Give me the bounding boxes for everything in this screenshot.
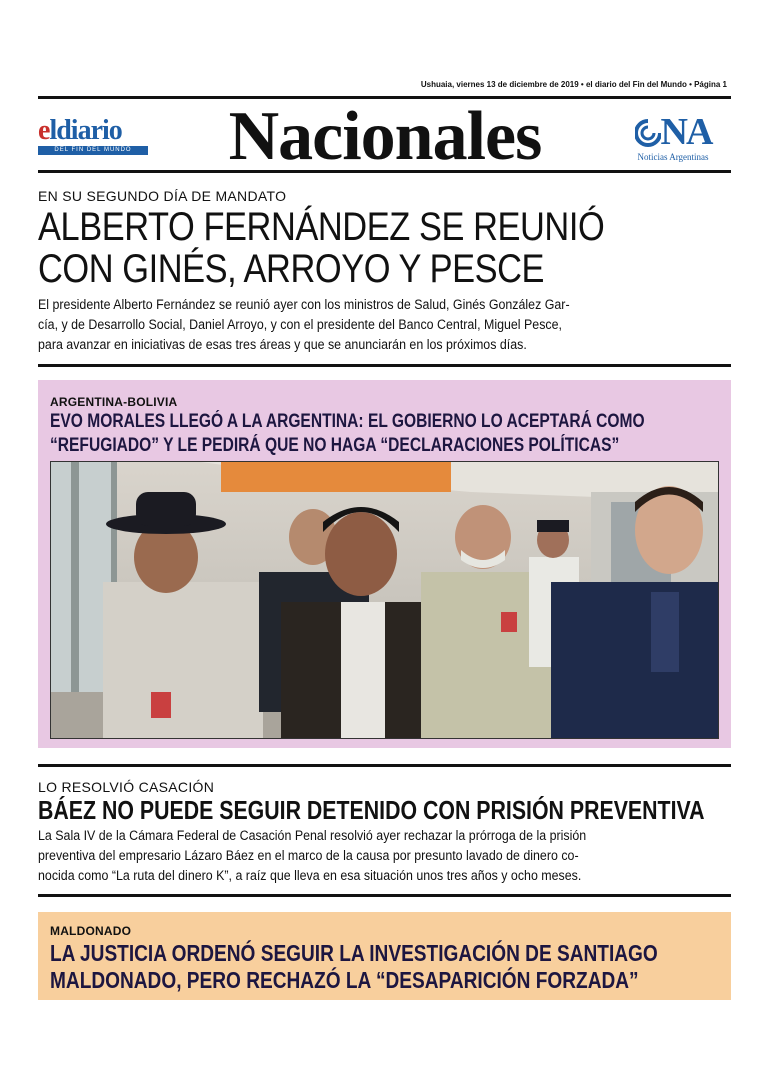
story4-headline bbox=[50, 940, 771, 994]
dateline: Ushuaia, viernes 13 de diciembre de 2019 • el diario del Fin del Mundo • Página 1 bbox=[420, 80, 727, 89]
story4-headline-line2: MALDONADO, PERO RECHAZÓ LA “DESAPARICIÓN FORZADA” bbox=[50, 967, 639, 993]
na-swirl-icon bbox=[635, 118, 661, 148]
section-title: Nacionales bbox=[228, 98, 542, 175]
story2-headline-line2: “REFUGIADO” Y LE PEDIRÁ QUE NO HAGA “DECLARACIONES POLÍTICAS” bbox=[50, 435, 620, 456]
story1-headline-line2: CON GINÉS, ARROYO Y PESCE bbox=[38, 247, 545, 291]
divider bbox=[38, 764, 731, 767]
story2-headline-line1: EVO MORALES LLEGÓ A LA ARGENTINA: EL GOBIERNO LO ACEPTARÁ COMO bbox=[50, 411, 645, 432]
na-logo-mark: NA bbox=[660, 111, 712, 153]
story3-lede-line3: nocida como “La ruta del dinero K”, a raíz que lleva en esa situación unos tres años y ocho meses. bbox=[38, 868, 582, 883]
story1-headline-line1: ALBERTO FERNÁNDEZ SE REUNIÓ bbox=[38, 205, 605, 249]
story1-lede-line2: cía, y de Desarrollo Social, Daniel Arroyo, y con el presidente del Banco Central, Miguel Pesce, bbox=[38, 317, 562, 332]
story3-headline: BÁEZ NO PUEDE SEGUIR DETENIDO CON PRISIÓN PREVENTIVA bbox=[38, 795, 705, 825]
story4-headline-line1: LA JUSTICIA ORDENÓ SEGUIR LA INVESTIGACIÓN DE SANTIAGO bbox=[50, 940, 658, 966]
story2-photo bbox=[50, 461, 719, 739]
evo-morales-arrival-photo bbox=[51, 462, 718, 738]
story1-lede-line1: El presidente Alberto Fernández se reunió ayer con los ministros de Salud, Ginés González Gar- bbox=[38, 297, 570, 312]
story3-lede bbox=[38, 826, 771, 886]
story2-kicker: ARGENTINA-BOLIVIA bbox=[50, 395, 178, 409]
story3-lede-line1: La Sala IV de la Cámara Federal de Casación Penal resolvió ayer rechazar la prórroga de la prisión bbox=[38, 828, 587, 843]
story3-headline-wrap bbox=[38, 796, 771, 824]
na-logo-sub: Noticias Argentinas bbox=[637, 152, 709, 162]
story1-kicker: EN SU SEGUNDO DÍA DE MANDATO bbox=[38, 188, 287, 204]
divider bbox=[38, 364, 731, 367]
story3-kicker: LO RESOLVIÓ CASACIÓN bbox=[38, 779, 215, 795]
story2-headline bbox=[50, 410, 771, 458]
eldiario-logo: eldiario DEL FIN DEL MUNDO bbox=[38, 116, 148, 158]
na-logo bbox=[614, 112, 732, 164]
eldiario-logo-sub: DEL FIN DEL MUNDO bbox=[38, 146, 148, 155]
story1-lede bbox=[38, 295, 771, 355]
story4-kicker: MALDONADO bbox=[50, 924, 132, 938]
story3-lede-line2: preventiva del empresario Lázaro Báez en el marco de la causa por presunto lavado de dinero co- bbox=[38, 848, 579, 863]
story1-lede-line3: para avanzar en iniciativas de esas tres áreas y que se anunciarán en los próximos días. bbox=[38, 337, 527, 352]
story1-headline bbox=[38, 206, 771, 290]
divider bbox=[38, 894, 731, 897]
